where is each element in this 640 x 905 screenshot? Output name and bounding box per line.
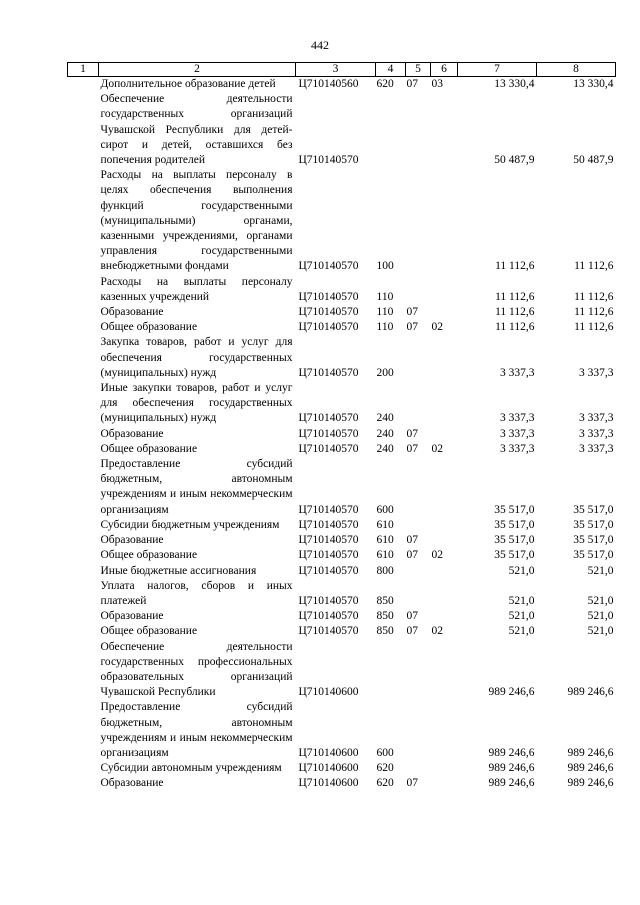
section-cell	[406, 761, 431, 776]
index-cell	[68, 518, 99, 533]
amount-col7-cell: 521,0	[508, 594, 535, 607]
amount-col8-cell: 989 246,6	[567, 686, 614, 699]
amount-col7-cell: 521,0	[508, 610, 535, 623]
expense-type-cell: 850	[376, 625, 394, 638]
amount-col8-cell: 3 337,3	[579, 366, 614, 379]
code-cell: Ц710140570	[298, 154, 359, 167]
amount-col7-cell: 11 112,6	[495, 290, 535, 303]
table-row	[68, 640, 616, 701]
expense-type-cell	[376, 640, 406, 701]
code-cell: Ц710140570	[298, 564, 359, 577]
index-cell	[68, 579, 99, 609]
amount-col8-cell: 3 337,3	[579, 412, 614, 425]
table-row	[68, 548, 616, 563]
index-cell	[68, 168, 99, 274]
amount-col7-cell: 3 337,3	[500, 427, 535, 440]
table-row	[68, 761, 616, 776]
index-cell	[68, 92, 99, 168]
name-cell: Общее образование	[100, 321, 198, 334]
amount-col7-cell: 50 487,9	[494, 154, 535, 167]
name-cell: Иные закупки товаров, работ и услуг для обеспечения государственных (муниципальных) нужд	[100, 382, 293, 425]
amount-col7-cell: 11 112,6	[495, 260, 535, 273]
column-number-2: 2	[99, 63, 296, 77]
index-cell	[68, 776, 99, 791]
code-cell: Ц710140570	[298, 518, 359, 531]
expense-type-cell: 610	[376, 518, 394, 531]
code-cell: Ц710140570	[298, 412, 359, 425]
expense-type-cell: 610	[376, 549, 394, 562]
section-cell	[406, 518, 431, 533]
section-cell	[406, 700, 431, 761]
table-row	[68, 564, 616, 579]
column-number-1: 1	[68, 63, 99, 77]
code-cell: Ц710140600	[298, 746, 359, 759]
amount-col8-cell: 989 246,6	[567, 762, 614, 775]
code-cell: Ц710140570	[298, 442, 359, 455]
code-cell: Ц710140570	[298, 534, 359, 547]
subsection-cell: 02	[431, 549, 443, 562]
amount-col8-cell: 35 517,0	[573, 549, 614, 562]
amount-col7-cell: 989 246,6	[488, 746, 535, 759]
name-cell: Расходы на выплаты персоналу казенных учреждений	[100, 275, 293, 303]
section-cell: 07	[406, 534, 418, 547]
amount-col7-cell: 3 337,3	[500, 412, 535, 425]
code-cell: Ц710140600	[298, 762, 359, 775]
name-cell: Предоставление субсидий бюджетным, автономным учреждениям и иным некоммерческим организациям	[100, 701, 293, 759]
subsection-cell: 03	[431, 78, 443, 90]
subsection-cell	[431, 518, 458, 533]
amount-col7-cell: 11 112,6	[495, 321, 535, 334]
name-cell: Общее образование	[100, 442, 198, 455]
amount-col7-cell: 989 246,6	[488, 777, 535, 790]
subsection-cell	[431, 700, 458, 761]
column-number-3: 3	[296, 63, 376, 77]
amount-col8-cell: 35 517,0	[573, 503, 614, 516]
index-cell	[68, 548, 99, 563]
name-cell: Обеспечение деятельности государственных организаций Чувашской Республики для детей-сирот и детей, оставшихся без попечения родителей	[100, 93, 293, 167]
table-row	[68, 609, 616, 624]
table-row	[68, 700, 616, 761]
table-row	[68, 427, 616, 442]
section-cell: 07	[406, 442, 418, 455]
amount-col7-cell: 35 517,0	[494, 518, 535, 531]
index-cell	[68, 457, 99, 518]
table-row	[68, 320, 616, 335]
amount-col8-cell: 989 246,6	[567, 777, 614, 790]
name-cell: Общее образование	[100, 549, 198, 562]
index-cell	[68, 442, 99, 457]
code-cell: Ц710140570	[298, 260, 359, 273]
name-cell: Дополнительное образование детей	[100, 78, 276, 90]
code-cell: Ц710140570	[298, 321, 359, 334]
table-row	[68, 457, 616, 518]
subsection-cell: 02	[431, 625, 443, 638]
amount-col7-cell: 521,0	[508, 564, 535, 577]
name-cell: Субсидии автономным учреждениям	[100, 762, 282, 775]
section-cell: 07	[406, 549, 418, 562]
table-row	[68, 92, 616, 168]
expense-type-cell: 620	[376, 762, 394, 775]
expense-type-cell: 610	[376, 534, 394, 547]
name-cell: Общее образование	[100, 625, 198, 638]
code-cell: Ц710140570	[298, 366, 359, 379]
code-cell: Ц710140560	[298, 78, 359, 90]
section-cell	[406, 381, 431, 427]
name-cell: Субсидии бюджетным учреждениям	[100, 518, 280, 531]
table-row	[68, 381, 616, 427]
index-cell	[68, 320, 99, 335]
amount-col7-cell: 35 517,0	[494, 549, 535, 562]
expense-type-cell: 620	[376, 777, 394, 790]
table-row	[68, 335, 616, 381]
expense-type-cell: 600	[376, 746, 394, 759]
code-cell: Ц710140600	[298, 686, 359, 699]
section-cell: 07	[406, 78, 418, 90]
name-cell: Обеспечение деятельности государственных профессиональных образовательных организаций Чувашской Республики	[100, 640, 293, 699]
subsection-cell	[431, 457, 458, 518]
amount-col8-cell: 3 337,3	[579, 427, 614, 440]
index-cell	[68, 640, 99, 701]
code-cell: Ц710140570	[298, 290, 359, 303]
amount-col8-cell: 11 112,6	[574, 306, 614, 319]
subsection-cell	[431, 564, 458, 579]
table-row	[68, 275, 616, 305]
section-cell: 07	[406, 321, 418, 334]
subsection-cell	[431, 533, 458, 548]
subsection-cell	[431, 761, 458, 776]
amount-col8-cell: 521,0	[587, 594, 614, 607]
code-cell: Ц710140600	[298, 777, 359, 790]
amount-col8-cell: 35 517,0	[573, 518, 614, 531]
name-cell: Образование	[100, 534, 164, 547]
amount-col7-cell: 521,0	[508, 625, 535, 638]
amount-col7-cell: 35 517,0	[494, 534, 535, 547]
expense-type-cell: 110	[376, 290, 394, 303]
table-row	[68, 77, 616, 93]
expense-type-cell: 240	[376, 412, 394, 425]
subsection-cell	[431, 92, 458, 168]
name-cell: Предоставление субсидий бюджетным, автономным учреждениям и иным некоммерческим организациям	[100, 458, 293, 516]
index-cell	[68, 533, 99, 548]
expense-type-cell: 850	[376, 610, 394, 623]
budget-table	[67, 62, 616, 792]
subsection-cell: 02	[431, 321, 443, 334]
name-cell: Образование	[100, 610, 164, 623]
expense-type-cell: 240	[376, 427, 394, 440]
amount-col7-cell: 989 246,6	[488, 686, 535, 699]
code-cell: Ц710140570	[298, 549, 359, 562]
table-row	[68, 518, 616, 533]
section-cell	[406, 579, 431, 609]
subsection-cell	[431, 579, 458, 609]
column-number-6: 6	[431, 63, 458, 77]
section-cell	[406, 275, 431, 305]
name-cell: Закупка товаров, работ и услуг для обеспечения государственных (муниципальных) нужд	[100, 336, 293, 379]
page-number: 442	[311, 38, 329, 52]
subsection-cell	[431, 275, 458, 305]
code-cell: Ц710140570	[298, 594, 359, 607]
amount-col8-cell: 11 112,6	[574, 321, 614, 334]
amount-col8-cell: 521,0	[587, 625, 614, 638]
table-row	[68, 305, 616, 320]
subsection-cell	[431, 776, 458, 791]
table-row	[68, 533, 616, 548]
name-cell: Иные бюджетные ассигнования	[100, 564, 257, 577]
section-cell	[406, 168, 431, 274]
column-number-4: 4	[376, 63, 406, 77]
index-cell	[68, 700, 99, 761]
subsection-cell	[431, 335, 458, 381]
subsection-cell	[431, 305, 458, 320]
expense-type-cell: 620	[376, 78, 394, 90]
code-cell: Ц710140570	[298, 306, 359, 319]
subsection-cell	[431, 427, 458, 442]
table-row	[68, 776, 616, 791]
amount-col8-cell: 50 487,9	[573, 154, 614, 167]
index-cell	[68, 305, 99, 320]
expense-type-cell: 240	[376, 442, 394, 455]
index-cell	[68, 381, 99, 427]
table-row	[68, 168, 616, 274]
amount-col8-cell: 35 517,0	[573, 534, 614, 547]
subsection-cell	[431, 640, 458, 701]
section-cell: 07	[406, 625, 418, 638]
expense-type-cell: 600	[376, 503, 394, 516]
name-cell: Образование	[100, 306, 164, 319]
index-cell	[68, 77, 99, 93]
subsection-cell	[431, 381, 458, 427]
index-cell	[68, 427, 99, 442]
column-number-8: 8	[537, 63, 616, 77]
expense-type-cell: 850	[376, 594, 394, 607]
name-cell: Уплата налогов, сборов и иных платежей	[100, 579, 293, 607]
expense-type-cell	[376, 92, 406, 168]
code-cell: Ц710140570	[298, 427, 359, 440]
name-cell: Образование	[100, 777, 164, 790]
amount-col8-cell: 11 112,6	[574, 260, 614, 273]
index-cell	[68, 624, 99, 639]
column-number-7: 7	[458, 63, 537, 77]
section-cell	[406, 640, 431, 701]
column-number-5: 5	[406, 63, 431, 77]
index-cell	[68, 761, 99, 776]
section-cell	[406, 92, 431, 168]
section-cell: 07	[406, 610, 418, 623]
name-cell: Образование	[100, 427, 164, 440]
column-number-row	[68, 63, 616, 77]
name-cell: Расходы на выплаты персоналу в целях обеспечения выполнения функций государственными (муниципальными) органами, казенными учреждениями, органами управления государственными внебюджетными фондами	[100, 169, 293, 273]
amount-col7-cell: 11 112,6	[495, 306, 535, 319]
amount-col7-cell: 3 337,3	[500, 442, 535, 455]
section-cell: 07	[406, 777, 418, 790]
expense-type-cell: 110	[376, 321, 394, 334]
amount-col8-cell: 11 112,6	[574, 290, 614, 303]
subsection-cell: 02	[431, 442, 443, 455]
amount-col7-cell: 989 246,6	[488, 762, 535, 775]
expense-type-cell: 110	[376, 306, 394, 319]
expense-type-cell: 800	[376, 564, 394, 577]
amount-col8-cell: 521,0	[587, 564, 614, 577]
amount-col8-cell: 13 330,4	[573, 78, 614, 90]
section-cell: 07	[406, 427, 418, 440]
index-cell	[68, 564, 99, 579]
expense-type-cell: 100	[376, 260, 394, 273]
section-cell	[406, 564, 431, 579]
amount-col8-cell: 521,0	[587, 610, 614, 623]
table-row	[68, 442, 616, 457]
subsection-cell	[431, 168, 458, 274]
code-cell: Ц710140570	[298, 610, 359, 623]
subsection-cell	[431, 609, 458, 624]
table-row	[68, 624, 616, 639]
amount-col7-cell: 35 517,0	[494, 503, 535, 516]
amount-col7-cell: 13 330,4	[494, 78, 535, 90]
amount-col8-cell: 989 246,6	[567, 746, 614, 759]
section-cell: 07	[406, 306, 418, 319]
table-row	[68, 579, 616, 609]
index-cell	[68, 335, 99, 381]
amount-col8-cell: 3 337,3	[579, 442, 614, 455]
section-cell	[406, 335, 431, 381]
code-cell: Ц710140570	[298, 503, 359, 516]
section-cell	[406, 457, 431, 518]
amount-col7-cell: 3 337,3	[500, 366, 535, 379]
expense-type-cell: 200	[376, 366, 394, 379]
index-cell	[68, 609, 99, 624]
index-cell	[68, 275, 99, 305]
code-cell: Ц710140570	[298, 625, 359, 638]
table-body	[68, 77, 616, 792]
